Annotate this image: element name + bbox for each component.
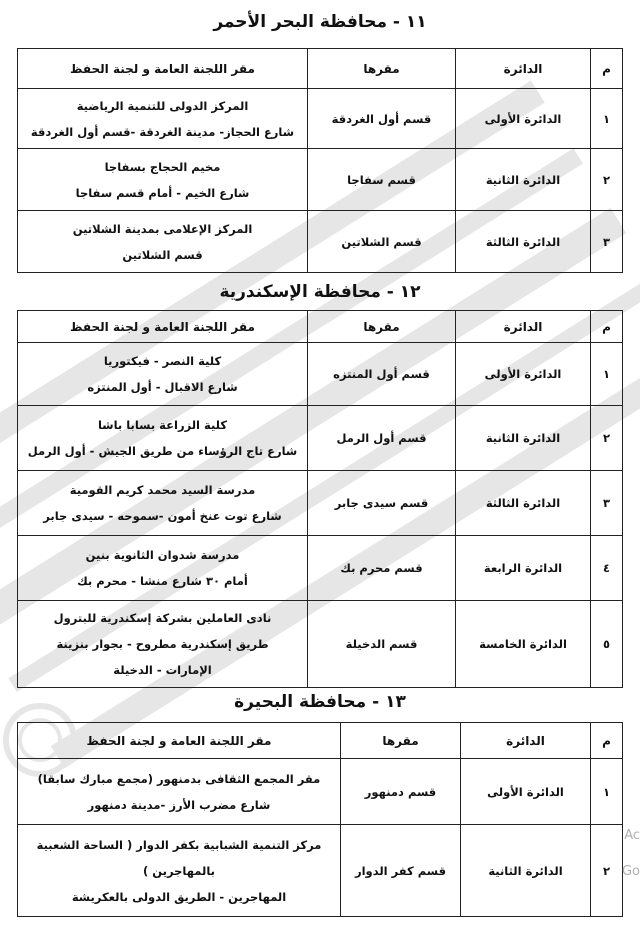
row-num: ٣: [591, 211, 623, 273]
header-seat: مقرها: [308, 49, 456, 89]
row-committee: مدرسة شدوان الثانوية بنين أمام ٣٠ شارع منشا - محرم بك: [18, 536, 308, 601]
row-seat: قسم أول الغردقة: [308, 89, 456, 149]
row-seat: قسم أول الرمل: [308, 406, 456, 471]
table-row: [18, 211, 623, 273]
row-district: الدائرة الثالثة: [456, 211, 591, 273]
header-committee: مقر اللجنة العامة و لجنة الحفظ: [18, 311, 308, 343]
activation-note-line2: Go: [621, 864, 640, 879]
header-district: الدائرة: [456, 49, 591, 89]
header-num: م: [591, 49, 623, 89]
activation-note-line1: Ac: [624, 828, 640, 843]
row-district: الدائرة الثانية: [461, 825, 591, 917]
section-title-alexandria: ١٢ - محافظة الإسكندرية: [219, 282, 421, 302]
row-seat: قسم الدخيلة: [308, 601, 456, 688]
row-committee: نادى العاملين بشركة إسكندرية للبترول طريق إسكندرية مطروح - بجوار بنزينة الإمارات - الدخيلة: [18, 601, 308, 688]
table-row: [18, 343, 623, 406]
row-seat: قسم دمنهور: [341, 759, 461, 825]
row-num: ١: [591, 759, 623, 825]
table-row: [18, 89, 623, 149]
row-num: ١: [591, 343, 623, 406]
section-title-red-sea: ١١ - محافظة البحر الأحمر: [213, 12, 427, 32]
table-row: [18, 471, 623, 536]
row-seat: قسم سفاجا: [308, 149, 456, 211]
row-committee: مقر المجمع الثقافى بدمنهور (مجمع مبارك سابقا) شارع مضرب الأرز -مدينة دمنهور: [18, 759, 341, 825]
row-district: الدائرة الأولى: [456, 89, 591, 149]
row-num: ٤: [591, 536, 623, 601]
row-seat: قسم محرم بك: [308, 536, 456, 601]
row-seat: قسم أول المنتزه: [308, 343, 456, 406]
section-title-beheira: ١٣ - محافظة البحيرة: [234, 692, 406, 712]
header-district: الدائرة: [456, 311, 591, 343]
row-committee: المركز الإعلامى بمدينة الشلاتين قسم الشلاتين: [18, 211, 308, 273]
row-district: الدائرة الأولى: [456, 343, 591, 406]
header-committee: مقر اللجنة العامة و لجنة الحفظ: [18, 723, 341, 759]
row-num: ١: [591, 89, 623, 149]
row-district: الدائرة الثالثة: [456, 471, 591, 536]
row-committee: مركز التنمية الشبابية بكفر الدوار ( الساحة الشعبية بالمهاجرين ) المهاجرين - الطريق الدولى بالعكريشة: [18, 825, 341, 917]
row-num: ٥: [591, 601, 623, 688]
table-row: [18, 759, 623, 825]
row-num: ٣: [591, 471, 623, 536]
header-committee: مقر اللجنة العامة و لجنة الحفظ: [18, 49, 308, 89]
row-committee: كلية الزراعة بسابا باشا شارع تاج الرؤساء من طريق الجيش - أول الرمل: [18, 406, 308, 471]
row-district: الدائرة الثانية: [456, 149, 591, 211]
table-alexandria: [17, 310, 623, 688]
table-row: [18, 825, 623, 917]
header-district: الدائرة: [461, 723, 591, 759]
row-num: ٢: [591, 149, 623, 211]
row-num: ٢: [591, 825, 623, 917]
row-seat: قسم كفر الدوار: [341, 825, 461, 917]
table-header-row: [18, 311, 623, 343]
table-red-sea: [17, 48, 623, 273]
row-committee: كلية النصر - فيكتوريا شارع الاقبال - أول المنتزه: [18, 343, 308, 406]
table-row: [18, 149, 623, 211]
table-row: [18, 406, 623, 471]
header-num: م: [591, 311, 623, 343]
row-district: الدائرة الرابعة: [456, 536, 591, 601]
table-header-row: [18, 49, 623, 89]
row-num: ٢: [591, 406, 623, 471]
row-committee: مخيم الحجاج بسفاجا شارع الخيم - أمام قسم سفاجا: [18, 149, 308, 211]
header-num: م: [591, 723, 623, 759]
row-seat: قسم سيدى جابر: [308, 471, 456, 536]
table-beheira: [17, 722, 623, 917]
table-row: [18, 601, 623, 688]
table-header-row: [18, 723, 623, 759]
header-seat: مقرها: [308, 311, 456, 343]
row-district: الدائرة الخامسة: [456, 601, 591, 688]
row-committee: المركز الدولى للتنمية الرياضية شارع الحجاز- مدينة الغردقة -قسم أول الغردقة: [18, 89, 308, 149]
table-row: [18, 536, 623, 601]
row-seat: قسم الشلاتين: [308, 211, 456, 273]
row-district: الدائرة الأولى: [461, 759, 591, 825]
row-committee: مدرسة السيد محمد كريم القومية شارع توت عنخ أمون -سموحه - سيدى جابر: [18, 471, 308, 536]
header-seat: مقرها: [341, 723, 461, 759]
row-district: الدائرة الثانية: [456, 406, 591, 471]
